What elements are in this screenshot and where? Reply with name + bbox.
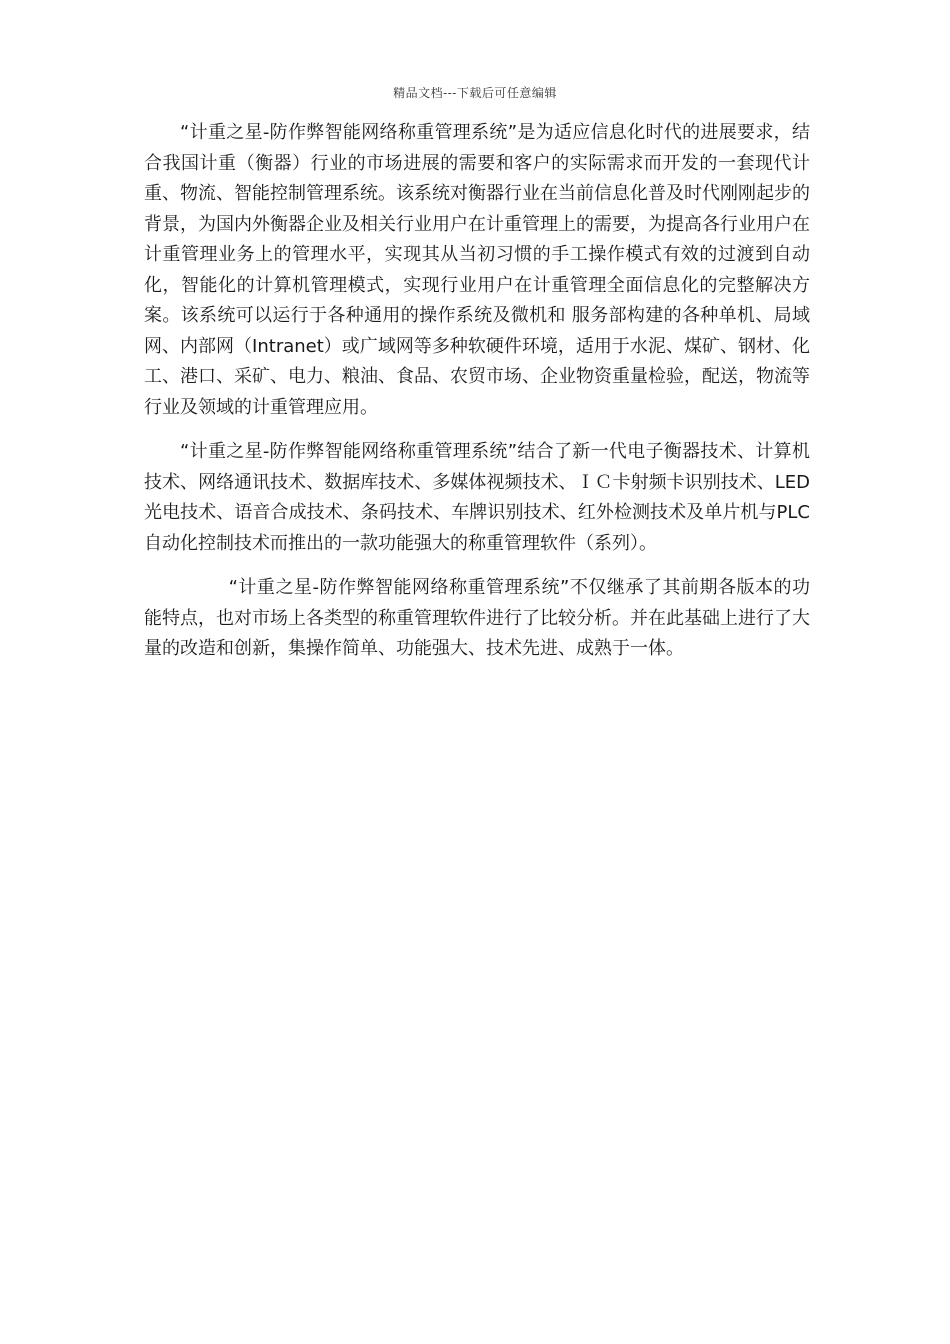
paragraph-features: “计重之星-防作弊智能网络称重管理系统”不仅继承了其前期各版本的功能特点，也对市场上各类型的称重管理软件进行了比较分析。并在此基础上进行了大量的改造和创新，集操作简单、功能强大、技术先进、成熟于一体。	[144, 577, 810, 659]
document-body	[144, 118, 810, 665]
paragraph-technologies: “计重之星-防作弊智能网络称重管理系统”结合了新一代电子衡器技术、计算机技术、网络通讯技术、数据库技术、多媒体视频技术、ＩＣ卡射频卡识别技术、LED光电技术、语音合成技术、条码技术、车牌识别技术、红外检测技术及单片机与PLC自动化控制技术而推出的一款功能强大的称重管理软件（系列）。	[144, 441, 810, 554]
paragraph-intro: “计重之星-防作弊智能网络称重管理系统”是为适应信息化时代的进展要求，结合我国计重（衡器）行业的市场进展的需要和客户的实际需求而开发的一套现代计重、物流、智能控制管理系统。该系统对衡器行业在当前信息化普及时代刚刚起步的背景，为国内外衡器企业及相关行业用户在计重管理上的需要，为提高各行业用户在计重管理业务上的管理水平，实现其从当初习惯的手工操作模式有效的过渡到自动化，智能化的计算机管理模式，实现行业用户在计重管理全面信息化的完整解决方案。该系统可以运行于各种通用的操作系统及微机和 服务部构建的各种单机、局域网、内部网（Intranet）或广域网等多种软硬件环境，适用于水泥、煤矿、钢材、化工、港口、采矿、电力、粮油、食品、农贸市场、企业物资重量检验，配送，物流等行业及领域的计重管理应用。	[144, 122, 810, 418]
page-header: 精品文档---下载后可任意编辑	[393, 86, 557, 100]
